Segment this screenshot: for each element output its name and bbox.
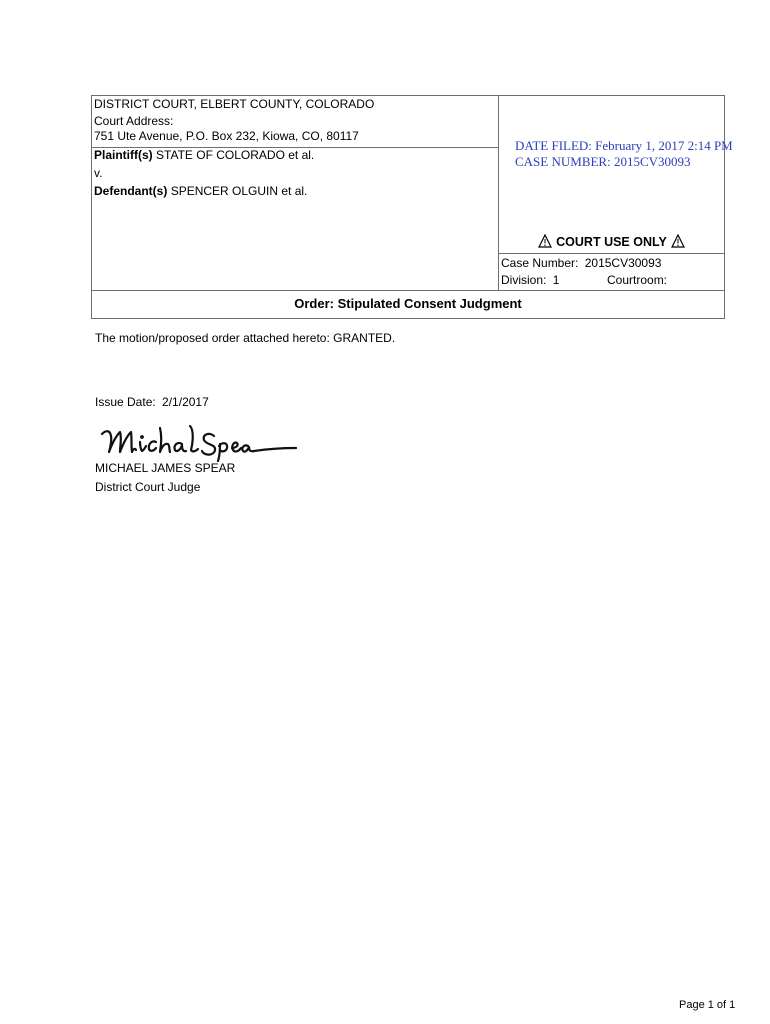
division-value: 1 — [552, 273, 560, 287]
issue-date-line — [95, 395, 209, 409]
versus: v. — [94, 166, 103, 180]
parties-column — [92, 96, 499, 290]
judge-signature — [98, 418, 298, 462]
warning-triangle-icon — [671, 234, 685, 248]
defendant-label: Defendant(s) — [94, 184, 168, 198]
date-filed-stamp: DATE FILED: February 1, 2017 2:14 PM — [515, 138, 733, 153]
defendant-name: SPENCER OLGUIN et al. — [170, 184, 308, 198]
plaintiff-line — [94, 148, 314, 162]
court-use-only-heading — [499, 234, 724, 249]
order-title: Order: Stipulated Consent Judgment — [92, 290, 724, 318]
division-label: Division: — [501, 273, 547, 287]
order-ruling: The motion/proposed order attached hereto: GRANTED. — [95, 331, 396, 345]
court-address-block — [92, 96, 498, 148]
plaintiff-name: STATE OF COLORADO et al. — [156, 148, 315, 162]
judge-name: MICHAEL JAMES SPEAR — [95, 461, 236, 475]
division-line — [501, 273, 559, 287]
court-use-only-label: COURT USE ONLY — [556, 235, 667, 249]
courtroom-line — [607, 273, 667, 287]
court-name: DISTRICT COURT, ELBERT COUNTY, COLORADO — [94, 97, 375, 111]
case-number-label: Case Number: — [501, 256, 579, 270]
court-address-label: Court Address: — [94, 114, 174, 128]
page-number: Page 1 of 1 — [679, 999, 736, 1011]
defendant-line — [94, 184, 307, 198]
judge-title: District Court Judge — [95, 480, 201, 494]
issue-date-label: Issue Date: — [95, 395, 156, 409]
issue-date-value: 2/1/2017 — [162, 395, 209, 409]
warning-triangle-icon — [538, 234, 552, 248]
courtroom-label: Courtroom: — [607, 273, 668, 287]
case-caption-box — [91, 95, 733, 319]
case-info-block — [499, 253, 724, 290]
case-number-line — [501, 256, 661, 270]
plaintiff-label: Plaintiff(s) — [94, 148, 153, 162]
case-number-stamp: CASE NUMBER: 2015CV30093 — [515, 154, 691, 169]
court-address: 751 Ute Avenue, P.O. Box 232, Kiowa, CO, 80117 — [94, 129, 359, 143]
case-number-value: 2015CV30093 — [584, 256, 662, 270]
